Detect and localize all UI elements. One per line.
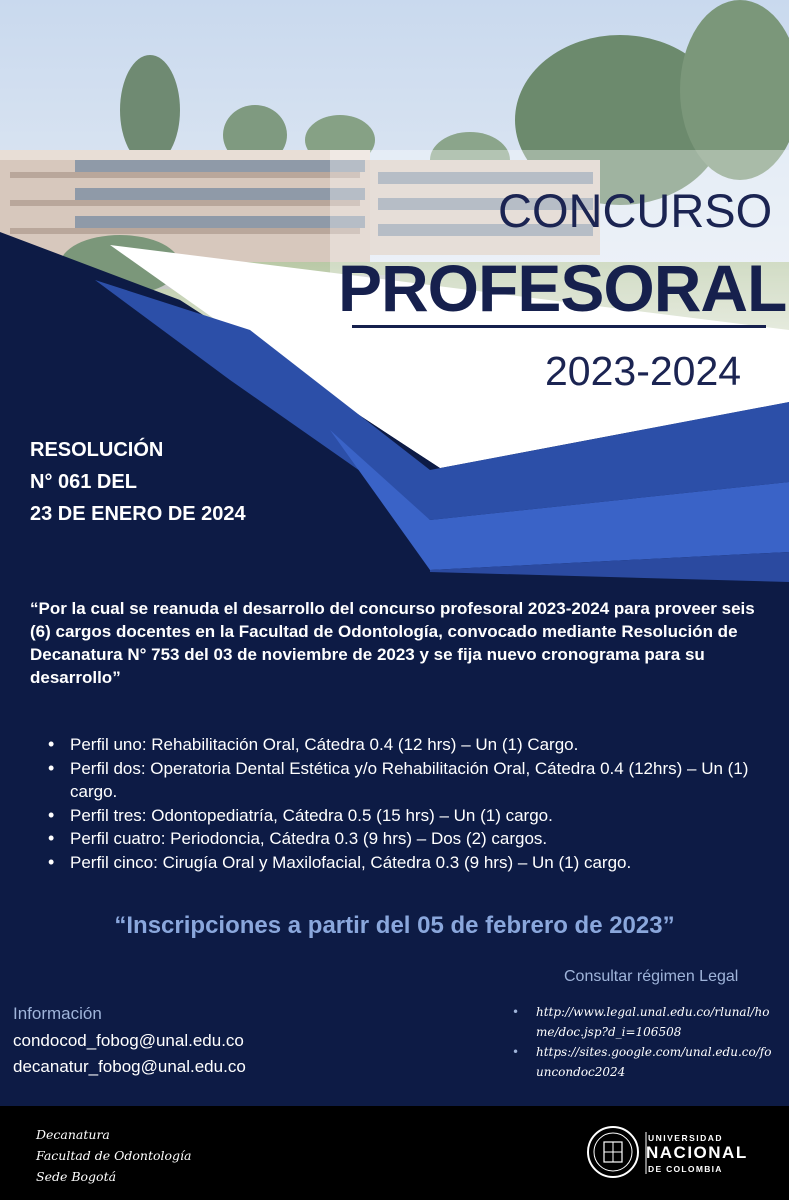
resolution-line-2: N° 061 DEL	[30, 471, 137, 493]
legal-links	[512, 1002, 777, 1082]
footer-text	[36, 1124, 192, 1187]
resolution-line-1: RESOLUCIÓN	[30, 439, 164, 461]
logo-line-1: UNIVERSIDAD	[648, 1133, 724, 1143]
profile-item: • Perfil cuatro: Periodoncia, Cátedra 0.3 (9 hrs) – Dos (2) cargos.	[70, 827, 770, 851]
email-decanatur[interactable]: decanatur_fobog@unal.edu.co	[13, 1057, 246, 1076]
footer-line-3: Sede Bogotá	[36, 1169, 117, 1184]
logo-line-2: NACIONAL	[646, 1143, 748, 1162]
legal-link-2[interactable]: • https://sites.google.com/unal.edu.co/founcondoc2024	[512, 1042, 777, 1082]
legal-link-1[interactable]: • http://www.legal.unal.edu.co/rlunal/home/doc.jsp?d_i=106508	[512, 1002, 777, 1042]
inscriptions-notice: “Inscripciones a partir del 05 de febrero de 2023”	[114, 912, 675, 939]
info-heading: Información	[13, 1004, 102, 1023]
email-condocod[interactable]: condocod_fobog@unal.edu.co	[13, 1031, 244, 1050]
legal-heading: Consultar régimen Legal	[564, 968, 739, 985]
profile-item: • Perfil tres: Odontopediatría, Cátedra 0.5 (15 hrs) – Un (1) cargo.	[70, 804, 770, 828]
resolution-line-3: 23 DE ENERO DE 2024	[30, 503, 246, 525]
logo-line-3: DE COLOMBIA	[648, 1164, 723, 1174]
title-profesoral: PROFESORAL	[338, 251, 787, 325]
profiles-list	[70, 733, 770, 874]
profile-item: • Perfil dos: Operatoria Dental Estética y/o Rehabilitación Oral, Cátedra 0.4 (12hrs) – Un (1) cargo.	[70, 757, 770, 804]
resolution-block	[30, 434, 350, 530]
title-years: 2023-2024	[545, 348, 742, 394]
resolution-quote: “Por la cual se reanuda el desarrollo del concurso profesoral 2023-2024 para proveer seis (6) cargos docentes en la Facultad de Odontología, convocado mediante Resolución de Decanatura N° 753 del 03 de noviembre de 2023 y se fija nuevo cronograma para su desarrollo”	[30, 599, 755, 687]
profile-item: • Perfil cinco: Cirugía Oral y Maxilofacial, Cátedra 0.3 (9 hrs) – Un (1) cargo.	[70, 851, 770, 875]
profile-item: • Perfil uno: Rehabilitación Oral, Cátedra 0.4 (12 hrs) – Un (1) Cargo.	[70, 733, 770, 757]
footer-line-1: Decanatura	[36, 1127, 110, 1142]
footer-line-2: Facultad de Odontología	[36, 1148, 192, 1163]
title-concurso: CONCURSO	[498, 184, 773, 237]
